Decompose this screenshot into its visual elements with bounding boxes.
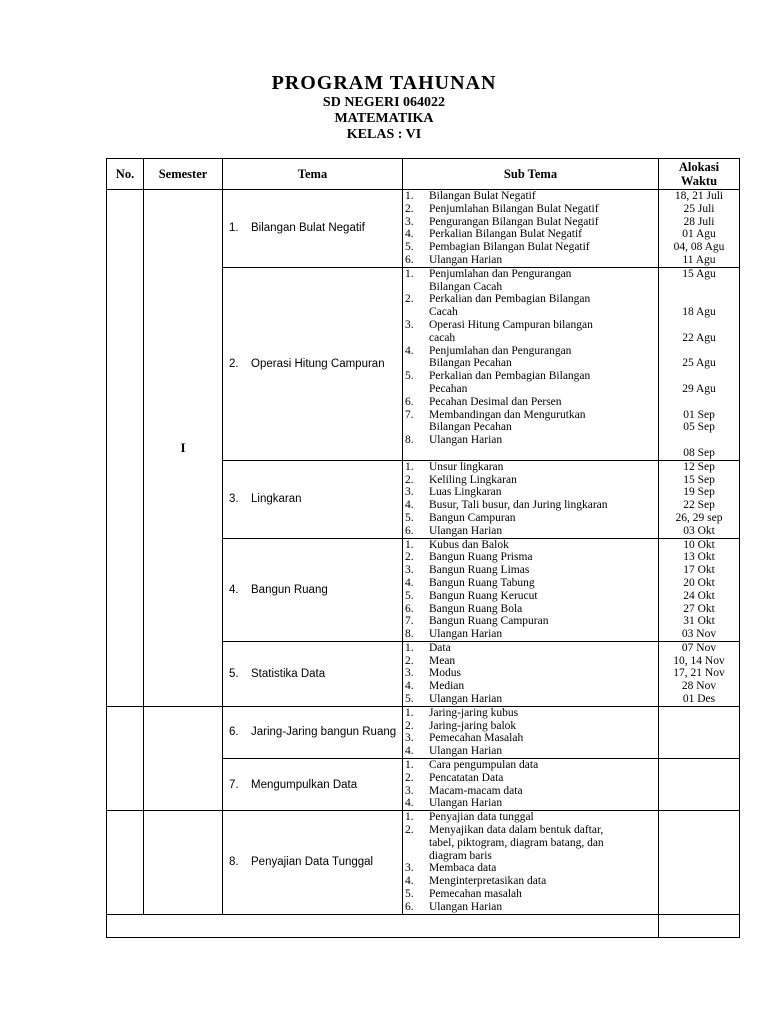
sub-tema-number: 4.: [405, 576, 414, 589]
sub-tema-text: Cacah: [429, 306, 458, 319]
tema-title: Statistika Data: [251, 667, 326, 680]
alokasi-value: 25 Juli: [683, 202, 715, 215]
sub-tema-number: 2.: [405, 824, 414, 837]
table-row: [107, 706, 740, 758]
tema-title: Penyajian Data Tunggal: [251, 856, 374, 869]
alokasi-value: [659, 370, 739, 383]
sub-tema-number: 4.: [405, 228, 414, 241]
alokasi-value: 05 Sep: [683, 421, 715, 434]
sub-tema-number: 3.: [405, 862, 414, 875]
sub-tema-item: [405, 357, 658, 370]
sub-tema-item: [405, 590, 658, 603]
sub-tema-text: Membaca data: [429, 862, 497, 875]
sub-tema-text: Data: [429, 641, 451, 654]
sub-tema-text: Pecahan Desimal dan Persen: [429, 395, 562, 408]
sub-tema-text: Bilangan Cacah: [429, 280, 503, 293]
alokasi-value: 11 Agu: [682, 253, 716, 266]
sub-tema-text: diagram baris: [429, 849, 492, 862]
sub-tema-cell: [403, 190, 659, 268]
sub-tema-item: [405, 268, 658, 281]
sub-tema-text: Pemecahan masalah: [429, 888, 522, 901]
tema-number: 1.: [229, 222, 239, 235]
header-semester: Semester: [144, 159, 223, 190]
alokasi-value: 28 Nov: [681, 680, 717, 693]
table-row: [107, 190, 740, 268]
alokasi-value: 18, 21 Juli: [674, 190, 724, 202]
alokasi-value: 17 Okt: [683, 564, 715, 577]
header-alokasi-line1: Alokasi: [678, 160, 720, 174]
sub-tema-item: [405, 332, 658, 345]
header-alokasi-line2: Waktu: [680, 174, 718, 188]
sub-tema-item: [405, 203, 658, 216]
sub-tema-number: [405, 357, 429, 370]
sub-tema-number: 4.: [405, 745, 414, 758]
document-title: PROGRAM TAHUNAN: [271, 72, 497, 94]
sub-tema-cell: [403, 811, 659, 914]
sub-tema-cell: [403, 267, 659, 460]
sub-tema-cell: [403, 460, 659, 538]
sub-tema-number: 6.: [405, 900, 414, 913]
sub-tema-text: Pecahan: [429, 382, 468, 395]
sub-tema-text: Keliling Lingkaran: [429, 473, 517, 486]
sub-tema-text: Operasi Hitung Campuran bilangan: [429, 318, 593, 331]
tema-number: 4.: [229, 583, 239, 596]
sub-tema-number: 2.: [405, 771, 414, 784]
sub-tema-item: [405, 228, 658, 241]
sub-tema-number: 7.: [405, 615, 414, 628]
sub-tema-number: 1.: [405, 706, 414, 719]
sub-tema-item: [405, 577, 658, 590]
sub-tema-item: [405, 499, 658, 512]
sub-tema-item: [405, 319, 658, 332]
sub-tema-number: 6.: [405, 602, 414, 615]
alokasi-cell: [659, 641, 740, 706]
sub-tema-number: 8.: [405, 434, 414, 447]
sub-tema-item: [405, 732, 658, 745]
alokasi-value: 25 Agu: [682, 357, 716, 370]
sub-tema-number: 7.: [405, 408, 414, 421]
sub-tema-item: [405, 383, 658, 396]
sub-tema-item: [405, 862, 658, 875]
sub-tema-number: [405, 306, 429, 319]
sub-tema-number: 4.: [405, 499, 414, 512]
alokasi-value: 24 Okt: [683, 589, 715, 602]
sub-tema-item: [405, 837, 658, 850]
sub-tema-item: [405, 850, 658, 863]
sub-tema-item: [405, 370, 658, 383]
sub-tema-number: 8.: [405, 628, 414, 641]
sub-tema-item: [405, 797, 658, 810]
table-body: [107, 190, 740, 938]
alokasi-value: 01 Des: [682, 693, 716, 706]
sub-tema-number: 2.: [405, 551, 414, 564]
sub-tema-number: 3.: [405, 784, 414, 797]
sub-tema-item: [405, 512, 658, 525]
sub-tema-text: Pembagian Bilangan Bulat Negatif: [429, 241, 590, 254]
sub-tema-text: Menginterpretasikan data: [429, 875, 547, 888]
sub-tema-text: Menyajikan data dalam bentuk daftar,: [429, 824, 604, 837]
sub-tema-item: [405, 642, 658, 655]
alokasi-value: 04, 08 Agu: [673, 241, 725, 254]
subject-name: MATEMATIKA: [334, 111, 434, 126]
empty-cell: [107, 914, 659, 937]
tema-number: 6.: [229, 726, 239, 739]
alokasi-value: 22 Sep: [683, 499, 715, 512]
sub-tema-item: [405, 759, 658, 772]
sub-tema-text: Pemecahan Masalah: [429, 732, 524, 745]
sub-tema-item: [405, 306, 658, 319]
alokasi-value: 08 Sep: [683, 446, 715, 459]
tema-title: Bangun Ruang: [251, 583, 328, 596]
sub-tema-number: 3.: [405, 667, 414, 680]
sub-tema-item: [405, 539, 658, 552]
alokasi-value: 03 Okt: [683, 524, 715, 537]
sub-tema-number: 2.: [405, 719, 414, 732]
sub-tema-text: Perkalian Bilangan Bulat Negatif: [429, 228, 582, 241]
empty-cell: [659, 914, 740, 937]
sub-tema-item: [405, 615, 658, 628]
sub-tema-number: [405, 421, 429, 434]
sub-tema-item: [405, 486, 658, 499]
sub-tema-number: 6.: [405, 253, 414, 266]
alokasi-value: 03 Nov: [681, 628, 717, 641]
sub-tema-number: 2.: [405, 654, 414, 667]
sub-tema-text: Bangun Ruang Prisma: [429, 551, 533, 564]
table-row: [107, 811, 740, 914]
sub-tema-text: Mean: [429, 654, 456, 667]
sub-tema-text: Busur, Tali busur, dan Juring lingkaran: [429, 499, 608, 512]
sub-tema-number: 1.: [405, 641, 414, 654]
sub-tema-text: Cara pengumpulan data: [429, 759, 539, 772]
sub-tema-number: 6.: [405, 524, 414, 537]
alokasi-value: 26, 29 sep: [675, 511, 723, 524]
alokasi-cell: [659, 460, 740, 538]
alokasi-value: 17, 21 Nov: [673, 667, 725, 680]
no-cell: [107, 706, 144, 810]
tema-title: Lingkaran: [251, 493, 302, 506]
sub-tema-text: Pencatatan Data: [429, 771, 504, 784]
sub-tema-item: [405, 216, 658, 229]
tema-cell: [223, 267, 403, 460]
alokasi-value: [659, 319, 739, 332]
alokasi-value: 01 Agu: [682, 228, 716, 241]
sub-tema-item: [405, 434, 658, 447]
sub-tema-text: Luas Lingkaran: [429, 486, 502, 499]
sub-tema-item: [405, 824, 658, 837]
sub-tema-number: [405, 281, 429, 294]
sub-tema-number: 1.: [405, 460, 414, 473]
sub-tema-text: Bangun Ruang Campuran: [429, 615, 549, 628]
sub-tema-number: 4.: [405, 797, 414, 810]
alokasi-value: [659, 345, 739, 358]
sub-tema-item: [405, 293, 658, 306]
sub-tema-item: [405, 707, 658, 720]
sub-tema-number: 4.: [405, 875, 414, 888]
sub-tema-text: Ulangan Harian: [429, 693, 503, 706]
sub-tema-text: Ulangan Harian: [429, 900, 503, 913]
header-sub-tema: Sub Tema: [403, 159, 659, 190]
alokasi-cell: [659, 190, 740, 268]
sub-tema-text: Membandingan dan Mengurutkan: [429, 408, 586, 421]
alokasi-value: 29 Agu: [682, 382, 716, 395]
sub-tema-text: Jaring-jaring kubus: [429, 706, 519, 719]
sub-tema-text: cacah: [429, 331, 456, 344]
sub-tema-number: 1.: [405, 267, 414, 280]
sub-tema-text: Penjumlahan Bilangan Bulat Negatif: [429, 202, 599, 215]
tema-number: 2.: [229, 357, 239, 370]
sub-tema-text: Pengurangan Bilangan Bulat Negatif: [429, 215, 599, 228]
sub-tema-number: 5.: [405, 693, 414, 706]
sub-tema-text: Modus: [429, 667, 461, 680]
sub-tema-item: [405, 772, 658, 785]
semester-cell: [144, 811, 223, 914]
tema-cell: [223, 538, 403, 641]
tema-cell: [223, 190, 403, 268]
sub-tema-item: [405, 525, 658, 538]
sub-tema-number: 5.: [405, 589, 414, 602]
sub-tema-item: [405, 811, 658, 824]
sub-tema-item: [405, 461, 658, 474]
sub-tema-number: 5.: [405, 241, 414, 254]
alokasi-value: 28 Juli: [683, 215, 715, 228]
sub-tema-cell: [403, 538, 659, 641]
sub-tema-text: Bilangan Pecahan: [429, 421, 512, 434]
sub-tema-item: [405, 241, 658, 254]
sub-tema-text: Ulangan Harian: [429, 524, 503, 537]
alokasi-value: 20 Okt: [683, 576, 715, 589]
sub-tema-text: Ulangan Harian: [429, 745, 503, 758]
sub-tema-number: [405, 383, 429, 396]
sub-tema-item: [405, 564, 658, 577]
class-name: KELAS : VI: [346, 127, 422, 142]
sub-tema-item: [405, 720, 658, 733]
alokasi-cell: [659, 811, 740, 914]
sub-tema-item: [405, 474, 658, 487]
tema-cell: [223, 706, 403, 758]
sub-tema-number: 1.: [405, 190, 414, 202]
sub-tema-item: [405, 628, 658, 641]
sub-tema-item: [405, 888, 658, 901]
alokasi-cell: [659, 538, 740, 641]
tema-title: Bilangan Bulat Negatif: [251, 222, 365, 235]
sub-tema-text: Penjumlahan dan Pengurangan: [429, 344, 572, 357]
tema-title: Jaring-Jaring bangun Ruang: [251, 726, 397, 739]
sub-tema-text: Bangun Campuran: [429, 511, 516, 524]
sub-tema-item: [405, 254, 658, 267]
alokasi-value: 31 Okt: [683, 615, 715, 628]
sub-tema-item: [405, 281, 658, 294]
tema-title: Mengumpulkan Data: [251, 778, 358, 791]
empty-row: [107, 914, 740, 937]
sub-tema-number: [405, 837, 429, 850]
sub-tema-text: Bangun Ruang Bola: [429, 602, 523, 615]
tema-number: 7.: [229, 778, 239, 791]
sub-tema-cell: [403, 641, 659, 706]
tema-number: 3.: [229, 493, 239, 506]
sub-tema-number: 2.: [405, 473, 414, 486]
sub-tema-item: [405, 745, 658, 758]
alokasi-value: [659, 293, 739, 306]
sub-tema-number: 3.: [405, 215, 414, 228]
tema-cell: [223, 641, 403, 706]
alokasi-value: [659, 434, 739, 447]
sub-tema-item: [405, 667, 658, 680]
alokasi-value: [659, 396, 739, 409]
sub-tema-item: [405, 785, 658, 798]
sub-tema-number: 3.: [405, 732, 414, 745]
sub-tema-item: [405, 551, 658, 564]
sub-tema-number: [405, 850, 429, 863]
alokasi-value: 27 Okt: [683, 602, 715, 615]
header-no: No.: [107, 159, 144, 190]
sub-tema-item: [405, 655, 658, 668]
sub-tema-item: [405, 421, 658, 434]
sub-tema-text: Bilangan Pecahan: [429, 357, 512, 370]
sub-tema-item: [405, 396, 658, 409]
sub-tema-text: Bangun Ruang Limas: [429, 564, 530, 577]
program-table: [106, 158, 740, 938]
no-cell: [107, 190, 144, 707]
sub-tema-number: 5.: [405, 888, 414, 901]
alokasi-value: 12 Sep: [683, 460, 715, 473]
tema-cell: [223, 460, 403, 538]
sub-tema-text: Ulangan Harian: [429, 797, 503, 810]
sub-tema-text: Unsur lingkaran: [429, 460, 504, 473]
sub-tema-item: [405, 409, 658, 422]
sub-tema-text: Bangun Ruang Tabung: [429, 576, 535, 589]
alokasi-value: 07 Nov: [681, 641, 717, 654]
alokasi-cell: [659, 759, 740, 811]
alokasi-cell: [659, 267, 740, 460]
sub-tema-number: 4.: [405, 680, 414, 693]
alokasi-value: 15 Agu: [682, 267, 716, 280]
sub-tema-text: Median: [429, 680, 465, 693]
sub-tema-text: tabel, piktogram, diagram batang, dan: [429, 836, 604, 849]
alokasi-value: 19 Sep: [683, 486, 715, 499]
sub-tema-number: 5.: [405, 511, 414, 524]
sub-tema-number: 1.: [405, 759, 414, 772]
sub-tema-text: Bangun Ruang Kerucut: [429, 589, 538, 602]
alokasi-value: 01 Sep: [683, 408, 715, 421]
alokasi-value: 22 Agu: [682, 331, 716, 344]
sub-tema-text: Ulangan Harian: [429, 628, 503, 641]
sub-tema-item: [405, 190, 658, 203]
sub-tema-text: Jaring-jaring balok: [429, 719, 517, 732]
sub-tema-number: 1.: [405, 538, 414, 551]
sub-tema-number: [405, 332, 429, 345]
header-tema: Tema: [223, 159, 403, 190]
semester-cell: I: [144, 190, 223, 707]
sub-tema-item: [405, 680, 658, 693]
sub-tema-item: [405, 875, 658, 888]
sub-tema-number: 5.: [405, 370, 414, 383]
sub-tema-text: Penyajian data tunggal: [429, 811, 534, 824]
sub-tema-item: [405, 603, 658, 616]
sub-tema-text: Macam-macam data: [429, 784, 523, 797]
sub-tema-item: [405, 901, 658, 914]
alokasi-value: [659, 281, 739, 294]
sub-tema-number: 2.: [405, 293, 414, 306]
sub-tema-item: [405, 345, 658, 358]
no-cell: [107, 811, 144, 914]
school-name: SD NEGERI 064022: [322, 95, 446, 110]
sub-tema-cell: [403, 706, 659, 758]
alokasi-value: 10 Okt: [683, 538, 715, 551]
alokasi-value: 18 Agu: [682, 306, 716, 319]
table-header-row: [107, 159, 740, 190]
sub-tema-text: Perkalian dan Pembagian Bilangan: [429, 370, 591, 383]
alokasi-value: 10, 14 Nov: [673, 654, 725, 667]
sub-tema-number: 3.: [405, 318, 414, 331]
sub-tema-number: 6.: [405, 395, 414, 408]
tema-cell: [223, 811, 403, 914]
sub-tema-number: 3.: [405, 486, 414, 499]
tema-cell: [223, 759, 403, 811]
alokasi-cell: [659, 706, 740, 758]
tema-number: 8.: [229, 856, 239, 869]
sub-tema-text: Penjumlahan dan Pengurangan: [429, 267, 572, 280]
sub-tema-text: Kubus dan Balok: [429, 538, 509, 551]
semester-cell: [144, 706, 223, 810]
alokasi-value: 15 Sep: [683, 473, 715, 486]
sub-tema-number: 2.: [405, 202, 414, 215]
sub-tema-cell: [403, 759, 659, 811]
tema-number: 5.: [229, 667, 239, 680]
sub-tema-text: Perkalian dan Pembagian Bilangan: [429, 293, 591, 306]
tema-title: Operasi Hitung Campuran: [251, 357, 385, 370]
sub-tema-text: Bilangan Bulat Negatif: [429, 190, 536, 202]
header-alokasi-waktu: [659, 159, 740, 190]
sub-tema-number: 3.: [405, 564, 414, 577]
sub-tema-text: Ulangan Harian: [429, 434, 503, 447]
sub-tema-number: 1.: [405, 811, 414, 824]
sub-tema-text: Ulangan Harian: [429, 253, 503, 266]
alokasi-value: 13 Okt: [683, 551, 715, 564]
sub-tema-item: [405, 693, 658, 706]
sub-tema-number: 4.: [405, 344, 414, 357]
